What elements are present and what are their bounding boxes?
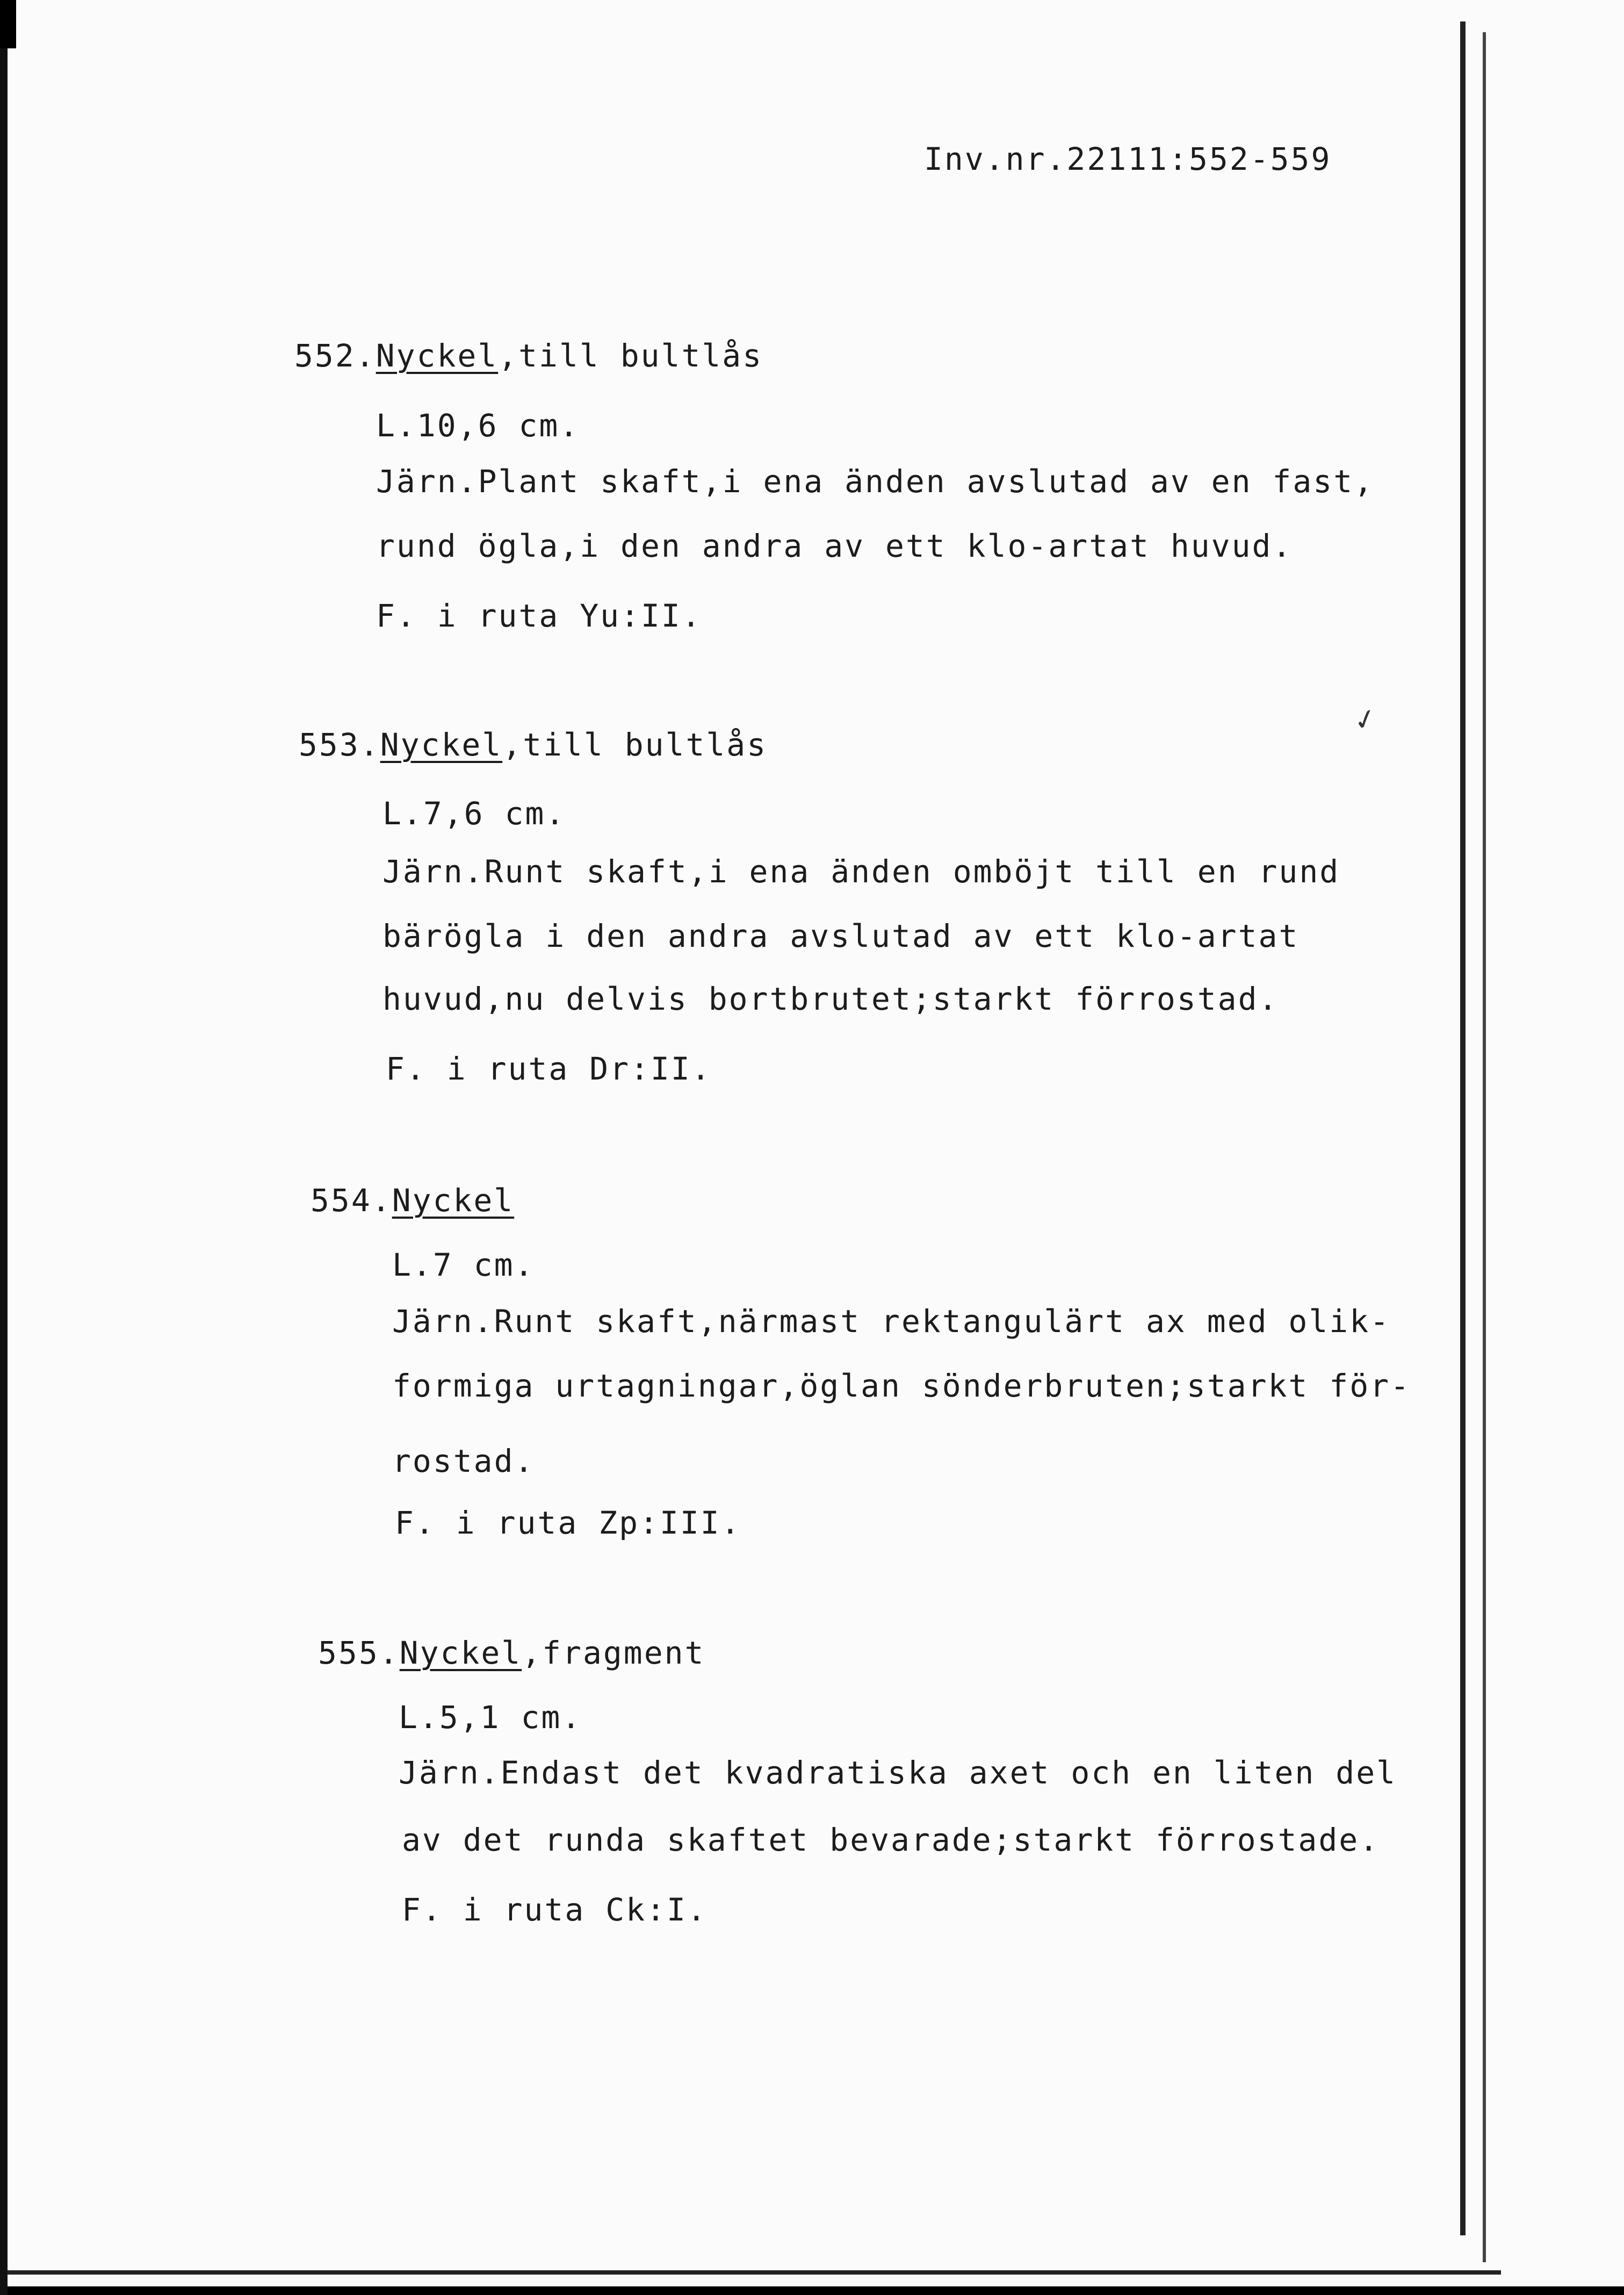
entry-description: Järn.Runt skaft,närmast rektangulärt ax med olik- (392, 1303, 1391, 1340)
entry-title: Nyckel (376, 337, 499, 374)
entry-number: 553. (299, 726, 380, 763)
entry-title: Nyckel (392, 1182, 515, 1219)
entry-heading (294, 337, 763, 374)
entry-length: L.5,1 cm. (399, 1699, 582, 1736)
entry-description: Järn.Endast det kvadratiska axet och en liten del (399, 1754, 1397, 1791)
entry-length: L.7,6 cm. (382, 795, 566, 832)
inventory-number: Inv.nr.22111:552-559 (924, 141, 1332, 177)
entry-description: rund ögla,i den andra av ett klo-artat huvud. (376, 528, 1293, 564)
entry-length: L.10,6 cm. (376, 407, 580, 444)
entry-subtitle: ,till bultlås (502, 726, 768, 763)
entry-find-location: F. i ruta Ck:I. (402, 1891, 708, 1928)
page-bottom-edge (8, 2270, 1501, 2275)
entry-description: Järn.Plant skaft,i ena änden avslutad av en fast, (376, 463, 1375, 500)
entry-description: rostad. (392, 1443, 535, 1479)
entry-description: huvud,nu delvis bortbrutet;starkt förrostad. (382, 981, 1279, 1017)
entry-heading (311, 1182, 514, 1219)
entry-title: Nyckel (380, 726, 503, 763)
entry-length: L.7 cm. (392, 1247, 535, 1283)
entry-subtitle: ,till bultlås (498, 337, 763, 374)
entry-heading (299, 726, 767, 763)
binding-edge (1460, 21, 1466, 2235)
entry-find-location: F. i ruta Zp:III. (395, 1505, 741, 1541)
entry-description: formiga urtagningar,öglan sönderbruten;starkt för- (392, 1368, 1411, 1404)
binding-edge-outer (1483, 32, 1486, 2262)
scan-corner-mark (0, 0, 16, 48)
check-mark: ✓ (1349, 701, 1381, 739)
entry-description: bärögla i den andra avslutad av ett klo-artat (382, 918, 1300, 954)
scan-bottom-edge (8, 2286, 1624, 2295)
entry-find-location: F. i ruta Yu:II. (376, 598, 702, 634)
entry-subtitle: ,fragment (522, 1635, 705, 1671)
entry-title: Nyckel (399, 1635, 522, 1671)
entry-number: 552. (294, 337, 376, 374)
entry-description: Järn.Runt skaft,i ena änden omböjt till en rund (382, 853, 1340, 890)
entry-find-location: F. i ruta Dr:II. (386, 1051, 712, 1087)
entry-number: 554. (311, 1182, 392, 1219)
scan-left-edge (0, 0, 8, 2295)
entry-description: av det runda skaftet bevarade;starkt förrostade. (402, 1822, 1380, 1858)
entry-number: 555. (318, 1635, 400, 1671)
entry-heading (318, 1635, 705, 1671)
